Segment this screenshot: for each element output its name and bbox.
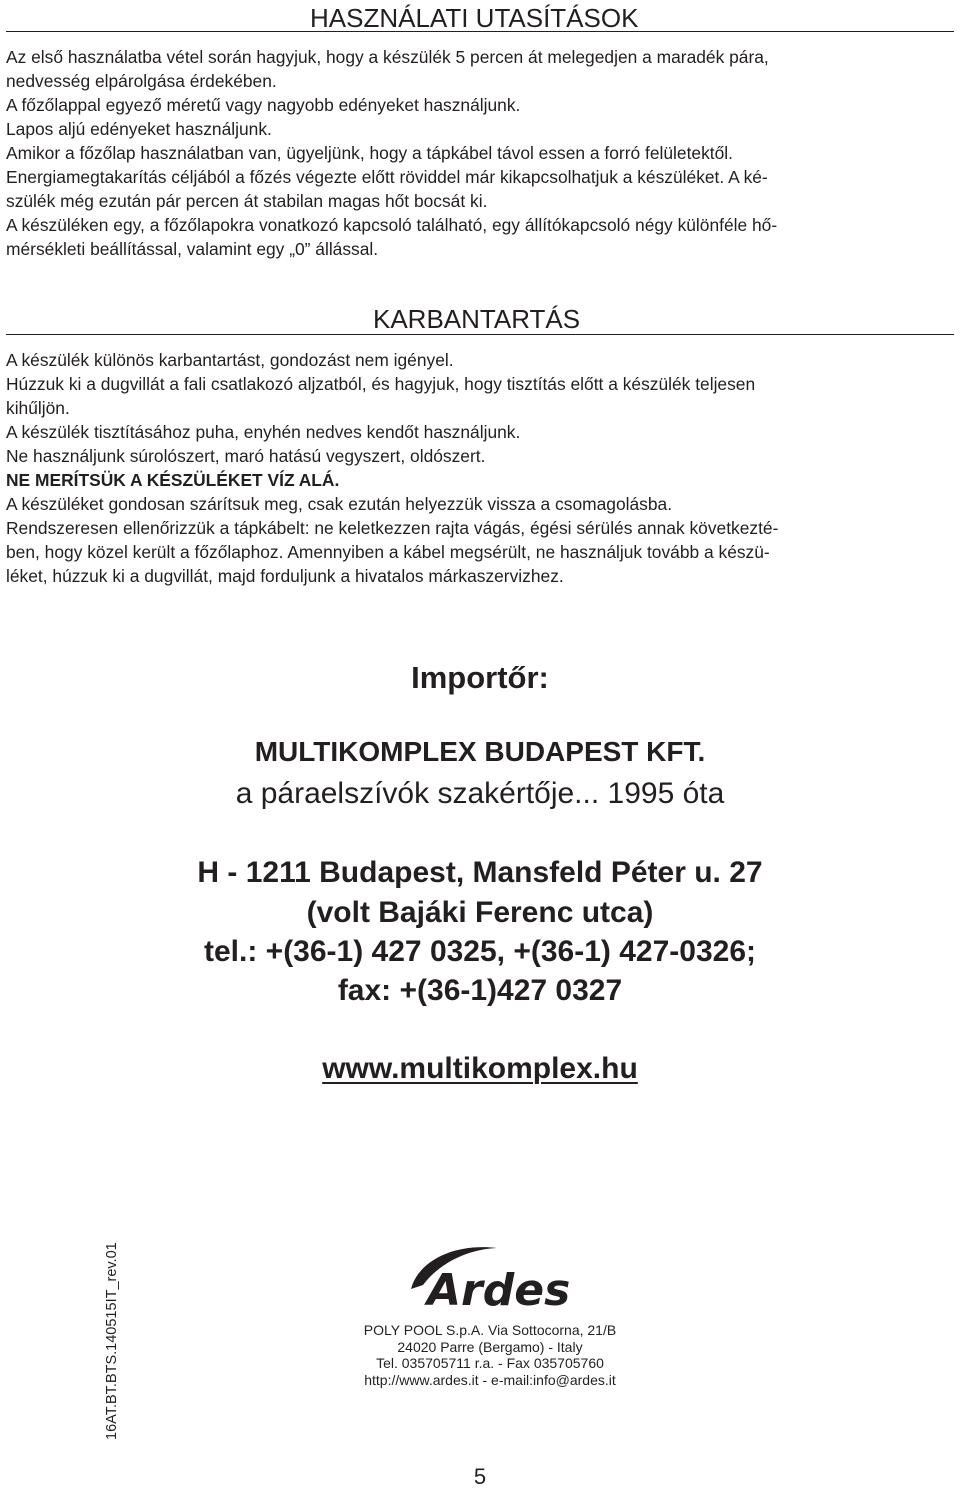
maintenance-section-header: [6, 304, 954, 335]
maintenance-line: A készülék tisztításához puha, enyhén nedves kendőt használjunk.: [6, 422, 521, 442]
importer-phone: tel.: +(36-1) 427 0325, +(36-1) 427-0326;: [204, 935, 756, 968]
maintenance-title: KARBANTARTÁS: [373, 304, 581, 334]
importer-address: H - 1211 Budapest, Mansfeld Péter u. 27: [197, 856, 763, 889]
maintenance-line: A készülék különös karbantartást, gondozást nem igényel.: [6, 350, 454, 370]
manufacturer-line: Tel. 035705711 r.a. - Fax 035705760: [376, 1355, 604, 1371]
usage-line: Energiamegtakarítás céljából a főzés végezte előtt röviddel már kikapcsolhatjuk a készüléket. A ké-: [6, 167, 768, 187]
importer-former-street: (volt Bajáki Ferenc utca): [306, 896, 654, 929]
usage-line: mérsékleti beállítással, valamint egy „0” állással.: [6, 239, 379, 259]
manufacturer-contact: http://www.ardes.it - e-mail:info@ardes.it: [364, 1372, 616, 1388]
importer-company: MULTIKOMPLEX BUDAPEST KFT.: [254, 736, 706, 767]
importer-website-text: www.multikomplex.hu: [322, 1052, 638, 1085]
maintenance-instructions: [6, 348, 954, 588]
importer-website-link[interactable]: [0, 1050, 960, 1088]
page-number: 5: [473, 1464, 487, 1489]
usage-line: A készüléken egy, a főzőlapokra vonatkozó kapcsoló található, egy állítókapcsoló négy különféle hő-: [6, 215, 778, 235]
usage-line: szülék még ezután pár percen át stabilan magas hőt bocsát ki.: [6, 191, 488, 211]
maintenance-line: Húzzuk ki a dugvillát a fali csatlakozó aljzatból, és hagyjuk, hogy tisztítás előtt a készülék teljesen: [6, 374, 756, 394]
usage-instructions: [6, 45, 954, 261]
usage-section-header: [6, 4, 954, 32]
maintenance-line: Rendszeresen ellenőrizzük a tápkábelt: ne keletkezzen rajta vágás, égési sérülés annak következté-: [6, 518, 779, 538]
manufacturer-line: 24020 Parre (Bergamo) - Italy: [397, 1339, 583, 1355]
usage-title-rule: [6, 31, 954, 32]
usage-title: HASZNÁLATI UTASÍTÁSOK: [310, 3, 639, 33]
maintenance-title-rule: [6, 334, 954, 335]
usage-line: A főzőlappal egyező méretű vagy nagyobb edényeket használjunk.: [6, 95, 521, 115]
usage-line: nedvesség elpárolgása érdekében.: [6, 71, 277, 91]
maintenance-line: léket, húzzuk ki a dugvillát, majd forduljunk a hivatalos márkaszervizhez.: [6, 566, 564, 586]
manufacturer-line: POLY POOL S.p.A. Via Sottocorna, 21/B: [363, 1322, 617, 1338]
usage-line: Az első használatba vétel során hagyjuk, hogy a készülék 5 percen át melegedjen a maradék pára,: [6, 47, 769, 67]
usage-line: Amikor a főzőlap használatban van, ügyeljünk, hogy a tápkábel távol essen a forró felületektől.: [6, 143, 733, 163]
maintenance-line: A készüléket gondosan szárítsuk meg, csak ezután helyezzük vissza a csomagolásba.: [6, 494, 673, 514]
ardes-logo: [405, 1243, 575, 1313]
ardes-logo-text: Ardes: [427, 1265, 571, 1313]
maintenance-line: ben, hogy közel került a főzőlaphoz. Amennyiben a kábel megsérült, ne használjuk tovább a készü-: [6, 542, 770, 562]
usage-line: Lapos aljú edényeket használjunk.: [6, 119, 272, 139]
importer-fax: fax: +(36-1)427 0327: [337, 974, 623, 1007]
maintenance-line: kihűljön.: [6, 398, 70, 418]
document-code: 16AT.BT.BTS.140515IT_rev.01: [104, 1242, 120, 1440]
maintenance-warning: NE MERÍTSÜK A KÉSZÜLÉKET VÍZ ALÁ.: [6, 470, 340, 490]
importer-label: Importőr:: [411, 660, 549, 695]
maintenance-line: Ne használjunk súrolószert, maró hatású vegyszert, oldószert.: [6, 446, 486, 466]
importer-slogan: a páraelszívók szakértője... 1995 óta: [235, 777, 725, 810]
